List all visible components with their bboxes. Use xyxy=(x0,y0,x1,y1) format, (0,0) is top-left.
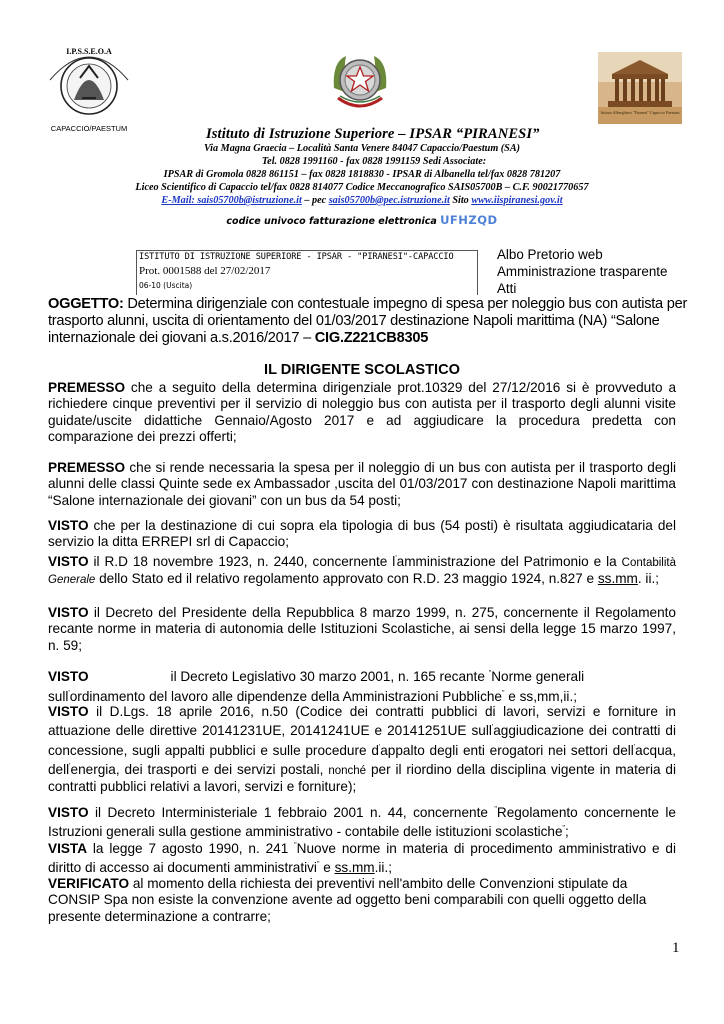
quote-mark: " xyxy=(488,670,492,677)
paragraph-visto-5 xyxy=(48,704,676,795)
visto-text: ; xyxy=(565,824,569,840)
quote-mark: " xyxy=(294,842,297,849)
premesso-text: che si rende necessaria la spesa per il noleggio di un bus con autista per il trasporto degli alunni delle classi Quinte sede ex Ambassador ,uscita del 01/03/2017 con destinazione Napoli marittima “Salone internazionale dei giovani” con un bus da 54 posti; xyxy=(48,460,676,508)
visto-text: dello Stato ed il relativo regolamento approvato con R.D. 23 maggio 1924, n.827 e xyxy=(95,571,598,587)
paragraph-visto-6 xyxy=(48,802,676,841)
liceo-info: Liceo Scientifico di Capaccio tel/fax 0828 814077 Codice Meccanografico SAIS05700B – C.F. 90021770657 xyxy=(135,182,589,193)
subject-cig: CIG.Z221CB8305 xyxy=(314,330,429,346)
paragraph-verificato xyxy=(48,876,676,925)
vista-text: la legge 7 agosto 1990, n. 241 xyxy=(87,841,295,856)
email-link[interactable]: sais05700b@istruzione.it xyxy=(197,195,302,206)
associated-sites: IPSAR di Gromola 0828 861151 – fax 0828 1818830 - IPSAR di Albanella tel/fax 0828 781207 xyxy=(163,169,561,180)
visto-text: il Decreto Interministeriale 1 febbraio 2001 n. 44, concernente xyxy=(88,805,495,820)
section-heading: IL DIRIGENTE SCOLASTICO xyxy=(264,362,460,378)
quote-mark: " xyxy=(494,806,497,813)
paragraph-vista xyxy=(48,838,676,877)
temple-caption: Istituto Alberghiero "Piranesi" Capaccio Paestum xyxy=(600,110,680,115)
vista-label: VISTA xyxy=(48,841,88,856)
paragraph-visto-4 xyxy=(48,666,676,685)
email-label: E-Mail: xyxy=(161,195,198,206)
apostrophe-mark: ' xyxy=(69,762,71,770)
vista-text: Nuove norme in materia di procedimento amministrativo e di diritto di accesso ai documenti amministrativi xyxy=(48,841,676,876)
site-label: Sito xyxy=(449,195,472,206)
visto-label: VISTO xyxy=(48,669,89,684)
visto-text: appalto degli enti erogatori nei settori dell xyxy=(380,742,634,758)
visto-text: il R.D 18 novembre 1923, n. 2440, concernente l xyxy=(88,554,396,569)
subject-label: OGGETTO: xyxy=(48,296,124,312)
pec-label: – pec xyxy=(301,195,329,206)
paragraph-premesso-1 xyxy=(48,380,676,445)
premesso-label: PREMESSO xyxy=(48,380,126,395)
institute-phone: Tel. 0828 1991160 - fax 0828 1991159 Sedi Associate: xyxy=(261,156,487,167)
visto-label: VISTO xyxy=(48,605,89,620)
visto-text: sull xyxy=(48,689,69,704)
paragraph-visto-2 xyxy=(48,551,676,589)
fatturazione-label: codice univoco fatturazione elettronica xyxy=(226,216,441,227)
albo-line-2: Amministrazione trasparente xyxy=(497,264,668,279)
vista-text: .ii.; xyxy=(374,860,392,876)
institute-address: Via Magna Graecia – Località Santa Venere 84047 Capaccio/Paestum (SA) xyxy=(203,143,521,154)
visto-text: energia, dei trasporti e dei servizi postali, xyxy=(70,761,329,777)
paragraph-premesso-2 xyxy=(48,460,676,509)
logo-text-bottom: CAPACCIO/PAESTUM xyxy=(50,124,128,133)
albo-line-3: Atti xyxy=(497,281,517,296)
protocol-number: Prot. 0001588 del 27/02/2017 xyxy=(139,265,271,277)
pec-link[interactable]: sais05700b@pec.istruzione.it xyxy=(328,195,450,206)
premesso-label: PREMESSO xyxy=(48,460,126,475)
vista-text: e xyxy=(319,860,335,876)
visto-text: . ii.; xyxy=(637,571,660,587)
school-logo xyxy=(40,40,138,136)
subject-text: Determina dirigenziale con contestuale impegno di spesa per noleggio bus con autista per trasporto alunni, uscita di orientamento del 01/03/2017 destinazione Napoli marittima (NA) “Salone internazionale dei giovani a.s.2016/2017 – xyxy=(48,296,688,346)
paragraph-visto-3 xyxy=(48,605,676,654)
subject xyxy=(48,296,688,347)
visto-text: Regolamento concernente le Istruzioni generali sulla gestione amministrativo - contabile delle istituzioni scolastiche xyxy=(48,805,676,840)
institute-name: Istituto di Istruzione Superiore – IPSAR “PIRANESI” xyxy=(206,126,540,142)
visto-label: VISTO xyxy=(48,518,89,533)
fatturazione-code: UFHZQD xyxy=(440,213,498,227)
verificato-text: al momento della richiesta dei preventivi nell'ambito delle Convenzioni stipulate da CONSIP Spa non esiste la convenzione avente ad oggetto beni comparabili con quelli oggetto della presente determinazione a contrarre; xyxy=(48,876,647,924)
logo-text-top: I.P.S.S.E.O.A xyxy=(66,47,112,56)
protocol-stamp xyxy=(136,250,478,295)
premesso-text: che a seguito della determina dirigenziale prot.10329 del 27/12/2016 si è provveduto a richiedere cinque preventivi per il servizio di noleggio bus con autista per il trasporto degli alunni visite guidate/uscite didattiche Gennaio/Agosto 2017 e ad aggiudicare la procedura predetta con comparazione dei prezzi offerti; xyxy=(48,380,676,444)
visto-text: il Decreto Legislativo 30 marzo 2001, n. 165 recante xyxy=(170,669,489,684)
protocol-institute: ISTITUTO DI ISTRUZIONE SUPERIORE - IPSAR - "PIRANESI"-CAPACCIO xyxy=(139,252,454,262)
visto-text: e ss,mm,ii.; xyxy=(504,689,578,704)
visto-label: VISTO xyxy=(48,805,89,820)
quote-mark: " xyxy=(502,690,505,697)
visto-text: per il riordino della disciplina vigente in materia di contratti pubblici relativi a lavori, servizi e forniture); xyxy=(48,761,676,795)
paragraph-visto-4-cont xyxy=(48,686,676,705)
visto-text: ordinamento del lavoro alle dipendenze della Amministrazioni Pubbliche xyxy=(69,689,502,704)
apostrophe-mark: ' xyxy=(633,743,636,751)
visto-text: Norme generali xyxy=(491,669,585,684)
visto-text: aggiudicazione dei contratti di concessione, sugli appalti pubblici e sulle procedure d xyxy=(48,723,676,758)
apostrophe-mark: ' xyxy=(68,690,70,697)
apostrophe-mark: ' xyxy=(378,743,381,751)
visto-text: amministrazione del Patrimonio e la xyxy=(396,554,622,569)
website-link[interactable]: www.iispiranesi.gov.it xyxy=(471,195,563,206)
visto-text: ss.mm xyxy=(597,571,638,587)
vista-text: ss.mm xyxy=(334,860,375,876)
fatturazione-line xyxy=(0,211,724,229)
visto-label: VISTO xyxy=(48,554,89,569)
protocol-classification: 06-10 (Uscita) xyxy=(139,281,193,290)
visto-text: Generale xyxy=(48,574,96,587)
visto-text: che per la destinazione di cui sopra ela tipologia di bus (54 posti) è risultata aggiudicataria del servizio la ditta ERREPI srl di Capaccio; xyxy=(48,518,676,550)
visto-text: nonché xyxy=(328,764,367,777)
verificato-label: VERIFICATO xyxy=(48,876,130,891)
paragraph-visto-1 xyxy=(48,518,676,551)
apostrophe-mark: ' xyxy=(491,724,494,732)
albo-line-1: Albo Pretorio web xyxy=(497,247,603,262)
visto-text: Contabilità xyxy=(621,557,676,569)
temple-picture xyxy=(598,52,682,124)
quote-mark: " xyxy=(316,861,320,869)
page-number: 1 xyxy=(672,940,680,956)
visto-text: il D.Lgs. 18 aprile 2016, n.50 (Codice dei contratti pubblici di lavori, servizi e forniture in attuazione delle direttive 20141231UE, 20141241UE e 20141251UE sull xyxy=(48,704,676,739)
republic-emblem xyxy=(324,48,396,118)
apostrophe-mark: ' xyxy=(395,555,397,562)
contact-line xyxy=(0,194,724,207)
visto-label: VISTO xyxy=(48,704,89,719)
visto-text: acqua, dell xyxy=(48,742,676,777)
visto-text: il Decreto del Presidente della Repubblica 8 marzo 1999, n. 275, concernente il Regolamento recante norme in materia di autonomia delle Istituzioni Scolastiche, ai sensi della legge 15 marzo 1997, n. 59; xyxy=(48,605,676,653)
quote-mark: " xyxy=(562,825,566,833)
